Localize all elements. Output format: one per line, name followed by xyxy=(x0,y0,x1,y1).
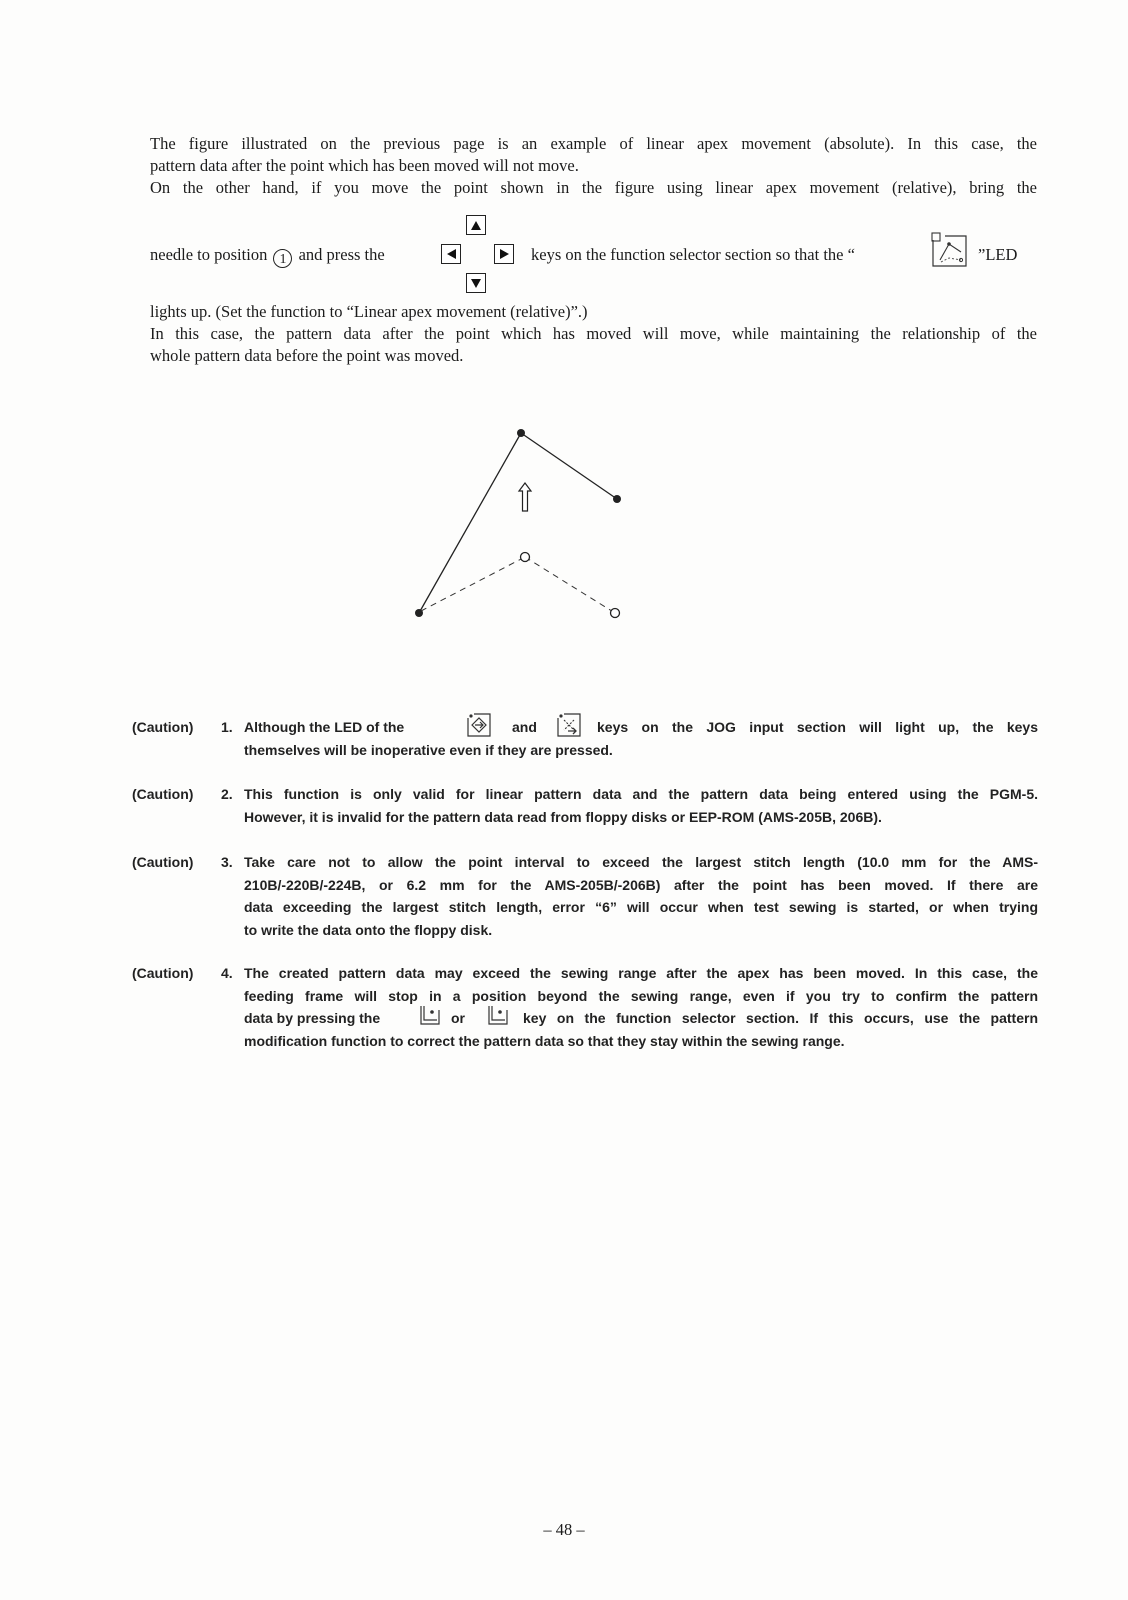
caution-label: (Caution) xyxy=(132,719,194,735)
intro-paragraph-1 xyxy=(150,133,1037,199)
apex-movement-figure xyxy=(400,415,640,635)
left-arrow-key-icon xyxy=(441,244,461,264)
original-end-point xyxy=(611,609,620,618)
original-apex-point xyxy=(521,553,530,562)
up-arrow-key-icon xyxy=(466,215,486,235)
original-pattern-dashed xyxy=(421,553,620,618)
caution-number: 4. xyxy=(221,965,233,981)
selector-key-2-icon xyxy=(487,1004,509,1026)
caution-text: Although the LED of the xyxy=(244,719,405,735)
caution-text: key on the function selector section. If this occurs, use the pattern xyxy=(523,1010,1038,1026)
intro-text: ”LED xyxy=(978,245,1018,264)
jog-key-2-icon xyxy=(556,712,582,738)
caution-text: The created pattern data may exceed the sewing range after the apex has been moved. In this case, the xyxy=(244,965,1038,981)
intro-line: On the other hand, if you move the point shown in the figure using linear apex movement (relative), bring the xyxy=(150,178,1037,197)
caution-4-body xyxy=(244,962,1038,1052)
intro-paragraph-3 xyxy=(150,301,1037,367)
intro-needle-line xyxy=(150,244,385,268)
caution-text: to write the data onto the floppy disk. xyxy=(244,921,493,938)
caution-label: (Caution) xyxy=(132,854,194,870)
caution-text: 210B/-220B/-224B, or 6.2 mm for the AMS-205B/-206B) after the point has been moved. If there are xyxy=(244,876,1038,893)
caution-label: (Caution) xyxy=(132,965,194,981)
down-arrow-key-icon xyxy=(466,273,486,293)
caution-number: 1. xyxy=(221,719,233,735)
caution-1-body xyxy=(244,716,1038,761)
moved-end-point xyxy=(613,495,621,503)
caution-3-body xyxy=(244,851,1038,941)
caution-text: data by pressing the xyxy=(244,1010,381,1026)
intro-line: The figure illustrated on the previous page is an example of linear apex movement (absolute). In this case, the xyxy=(150,134,1037,153)
caution-text: feeding frame will stop in a position beyond the sewing range, even if you try to confirm the pattern xyxy=(244,987,1038,1004)
caution-number: 2. xyxy=(221,786,233,802)
intro-line: In this case, the pattern data after the point which has moved will move, while maintaining the relationship of the xyxy=(150,324,1037,343)
intro-line: pattern data after the point which has been moved will not move. xyxy=(150,156,579,175)
linear-apex-relative-led-icon xyxy=(931,232,969,270)
intro-text: and press the xyxy=(298,245,385,264)
moved-apex-point xyxy=(517,429,525,437)
selector-key-1-icon xyxy=(419,1004,441,1026)
caution-text: and xyxy=(512,719,537,735)
caution-text: or xyxy=(451,1010,465,1026)
moved-pattern-solid xyxy=(415,429,621,617)
caution-text: However, it is invalid for the pattern data read from floppy disks or EEP-ROM (AMS-205B, 206B). xyxy=(244,808,882,825)
caution-text: This function is only valid for linear pattern data and the pattern data being entered using the PGM-5. xyxy=(244,786,1038,802)
caution-2-body xyxy=(244,783,1038,828)
page-number: – 48 – xyxy=(543,1520,585,1539)
caution-text: Take care not to allow the point interval to exceed the largest stitch length (10.0 mm for the AMS- xyxy=(244,854,1038,870)
caution-number: 3. xyxy=(221,854,233,870)
intro-text: keys on the function selector section so that the “ xyxy=(531,245,855,264)
caution-text: themselves will be inoperative even if they are pressed. xyxy=(244,741,613,758)
up-arrow-icon xyxy=(519,483,531,511)
intro-line: whole pattern data before the point was moved. xyxy=(150,346,464,365)
intro-text: needle to position xyxy=(150,245,268,264)
caution-label: (Caution) xyxy=(132,786,194,802)
right-arrow-key-icon xyxy=(494,244,514,264)
jog-key-1-icon xyxy=(466,712,492,738)
position-number-circle: 1 xyxy=(273,249,292,268)
intro-line: lights up. (Set the function to “Linear apex movement (relative)”.) xyxy=(150,302,588,321)
caution-text: data exceeding the largest stitch length, error “6” will occur when test sewing is started, or when trying xyxy=(244,899,1038,915)
caution-text: keys on the JOG input section will light up, the keys xyxy=(597,719,1038,735)
caution-text: modification function to correct the pattern data so that they stay within the sewing range. xyxy=(244,1032,845,1049)
